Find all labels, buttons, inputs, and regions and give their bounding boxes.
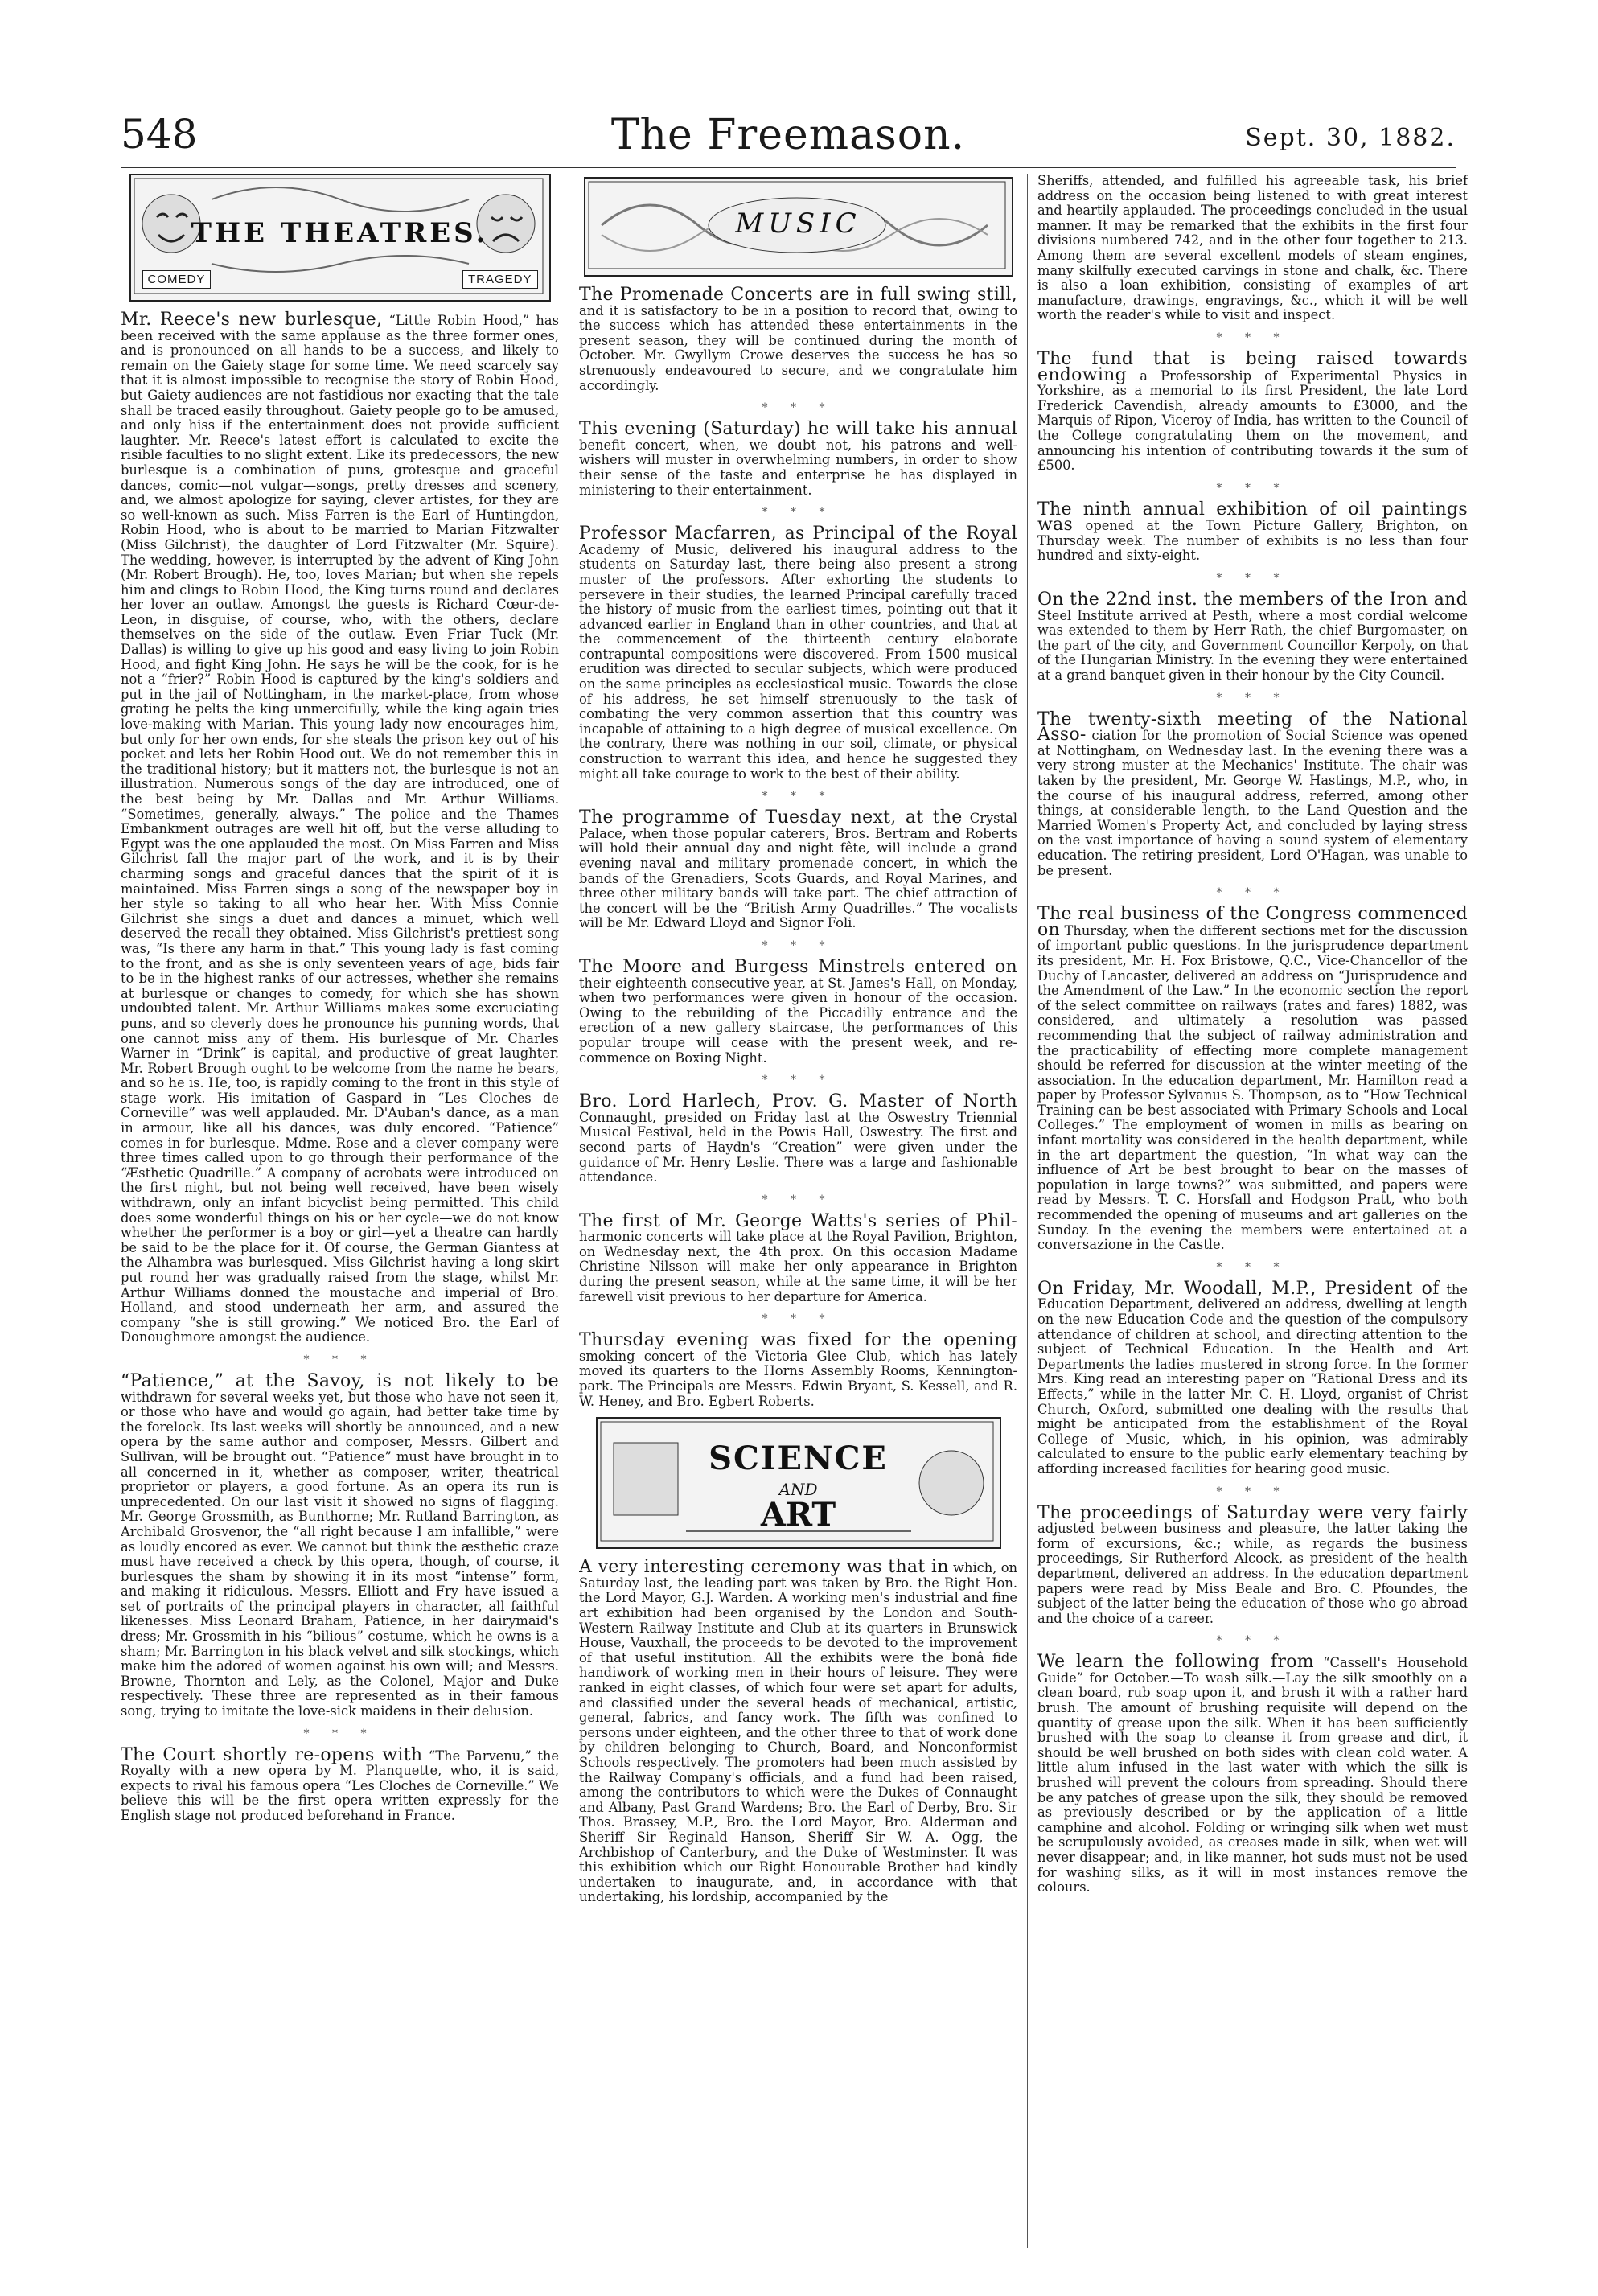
section-separator: * * * [1216, 1260, 1289, 1274]
section-separator: * * * [1216, 1634, 1289, 1648]
theatres-banner [129, 174, 551, 302]
article-paragraph: This evening (Saturday) he will take his annual benefit concert, when, we doubt not, his patrons and well-wishers will muster in overwhelming numbers, in order to show their sense of the taste and enterprise he has displayed in ministering to their entertainment. [579, 419, 1017, 498]
section-separator: * * * [762, 1193, 835, 1206]
section-separator: * * * [762, 1074, 835, 1087]
section-separator: * * * [1216, 481, 1289, 495]
comedy-label: COMEDY [142, 270, 212, 289]
article-paragraph: The Promenade Concerts are in full swing still, and it is satisfactory to be in a position to record that, owing to the success which has attended these entertainments in the present season, they will be continued during the month of October. Mr. Gwyllym Crowe deserves the success he has so strenuously endeavoured to secure, and we congratulate him accordingly. [579, 285, 1017, 393]
science-banner-title: SCIENCE [709, 1440, 888, 1478]
column-divider [1027, 174, 1028, 2248]
article-paragraph: The twenty-sixth meeting of the National Asso- ciation for the promotion of Social Science was opened at Nottingham, on Wednesday last. In the evening there was a very strong muster at the Mechanics' Institute. The chair was taken by the president, Mr. George W. Hastings, M.P., who, in the course of his inaugural address, referred, among other things, at considerable length, to the Land Question and the Married Women's Property Act, and concluded by laying stress on the vast importance of having a sound system of elementary education. The retiring president, Lord O'Hagan, was unable to be present. [1037, 709, 1468, 878]
article-paragraph: “Patience,” at the Savoy, is not likely to be withdrawn for several weeks yet, but those who have not seen it, or those who have and would go again, had better take time by the forelock. Its last weeks will shortly be announced, and a new opera by the same author and composer, Messrs. Gilbert and Sullivan, will be brought out. “Patience” must have brought in to all concerned in it, whether as composer, writer, theatrical proprietor or players, a good fortune. As an opera its run is unprecedented. On our last visit it showed no signs of flagging. Mr. George Grossmith, as Bunthorne; Mr. Rutland Barrington, as Archibald Grosvenor, the “all right because I am infallible,” were as loudly encored as ever. We cannot but think the æsthetic craze must have received a check by this opera, though, of course, it burlesques the sham by showing it in its most “intense” form, and making it ridiculous. Messrs. Elliott and Fry have issued a set of portraits of the principal players in character, all faithful likenesses. Miss Leonard Braham, Patience, in her dairymaid's dress; Mr. Grossmith in his “bilious” costume, which he owns is a sham; Mr. Barrington in his black velvet and silk stockings, which make him the adored of women against his own will; and Messrs. Browne, Thornton and Lely, as the Colonel, Major and Duke respectively. These three are represented as in their famous song, trying to imitate the love-sick maidens in their delusion. [121, 1370, 559, 1719]
article-paragraph: The programme of Tuesday next, at the Crystal Palace, when those popular caterers, Bros. Bertram and Roberts will hold their annual day and night fête, will include a grand evening naval and military promenade concert, in which the bands of the Grenadiers, Scots Guards, and Royal Marines, and three other military bands will take part. The chief attraction of the concert will be the “British Army Quadrilles.” The vocalists will be Mr. Edward Lloyd and Signor Foli. [579, 807, 1017, 931]
section-separator: * * * [303, 1353, 376, 1366]
issue-date: Sept. 30, 1882. [1245, 124, 1456, 152]
header-rule [121, 167, 1456, 168]
article-paragraph: The proceedings of Saturday were very fairly adjusted between business and pleasure, the latter taking the form of excursions, &c.; while, as regards the business proceedings, Sir Rutherford Alcock, as president of the health department, delivered an address. In the education department papers were read by Miss Beale and Bro. C. Pfoundes, the subject of the latter being the education of those who go abroad and the choice of a career. [1037, 1502, 1468, 1626]
music-column [579, 174, 1017, 2248]
article-paragraph: The first of Mr. George Watts's series of Phil- harmonic concerts will take place at the Royal Pavilion, Brighton, on Wednesday next, the 4th prox. On this occasion Madame Christine Nilsson will make her only appearance in Brighton during the present season, while at the same time, it will be her farewell visit previous to her departure for America. [579, 1210, 1017, 1304]
section-separator: * * * [1216, 572, 1289, 585]
article-paragraph: The Moore and Burgess Minstrels entered on their eighteenth consecutive year, at St. James's Hall, on Monday, when two performances were given in honour of the occasion. Owing to the rebuilding of the Piccadilly entrance and the erection of a new gallery staircase, the performances of this popular troupe will cease with the present week, and re-commence on Boxing Night. [579, 956, 1017, 1066]
article-paragraph: Mr. Reece's new burlesque, “Little Robin Hood,” has been received with the same applause as the three former ones, and is pronounced on all hands to be a success, and likely to remain on the Gaiety stage for some time. We need scarcely say that it is almost impossible to recognise the story of Robin Hood, but Gaiety audiences are not fastidious nor exacting that the tale shall be traced easily throughout. Gaiety people go to be amused, and only hiss if the entertainment does not provide sufficient laughter. Mr. Reece's latest effort is calculated to excite the risible faculties to no slight extent. Like its predecessors, the new burlesque is a combination of puns, grotesque and graceful dances, comic—not vulgar—songs, pretty dresses and scenery, and, we almost apologize for saying, clever artistes, for they are so well-known as such. Miss Farren is the Earl of Huntingdon, Robin Hood, who is about to be married to Marian Fitzwalter (Miss Gilchrist), the daughter of Lord Fitzwalter (Mr. Squire). The wedding, however, is interrupted by the advent of King John (Mr. Robert Brough). He, too, loves Marian; but when she repels him and clings to Robin Hood, the King turns round and declares her lover an outlaw. Amongst the guests is Richard Cœur-de-Leon, in disguise, of course, who, with the others, declare themselves on the side of the outlaw. Even Friar Tuck (Mr. Dallas) is willing to give up his good and easy living to join Robin Hood, and fight King John. He says he will be the cook, for is he not a “frier?” Robin Hood is captured by the king's soldiers and put in the jail of Nottingham, in the market-place, from whose grating he pelts the king unmercifully, while the king again tries love-making with Marian. This young lady now encourages him, but only for her own ends, for she steals the prison key out of his pocket and lets her Robin Hood out. We do not remember this in the traditional history; but it matters not, the burlesque is not an illustration. Numerous songs of the day are introduced, one of the best being by Mr. Dallas and Mr. Arthur Williams. “Sometimes, generally, always.” The police and the Thames Embankment outrages are well hit off, but the verse alluding to Egypt was the one applauded the most. On Miss Farren and Miss Gilchrist fall the major part of the work, and it is by their charming songs and graceful dances that the spirit of it is maintained. Miss Farren sings a song of the newspaper boy in her style so taking to all who hear her. With Miss Connie Gilchrist she sings a duet and dances a minuet, which well deserved the recall they obtained. Miss Gilchrist's prettiest song was, “Is there any harm in that.” This young lady is fast coming to the front, and as she is only seventeen years of age, bids fair to be in the highest ranks of our actresses, whether she remains at burlesque or changes to comedy, for which she has shown undoubted talent. Mr. Arthur Williams makes some excruciating puns, and so cleverly does he pronounce his punning words, that one cannot miss any of them. His burlesque of Mr. Charles Warner in “Drink” is capital, and productive of great laughter. Mr. Robert Brough ought to be welcome from the name he bears, and so he is. He, too, is rapidly coming to the front in this style of stage work. His imitation of Gaspard in “Les Cloches de Corneville” was well applauded. Mr. D'Auban's dance, as a man in armour, like all his dances, was duly encored. “Patience” comes in for burlesque. Mdme. Rose and a clever company were three times called upon to go through their performance of the “Æsthetic Quadrille.” A company of acrobats were introduced on the first night, but not being well received, have been wisely withdrawn, only an infant bicyclist being permitted. This child does some wonderful things on his or her cycle—we do not know whether the performer is a boy or girl—yet a theatre can hardly be said to be the place for it. Of course, the German Giantess at the Alhambra was burlesqued. Miss Gilchrist having a long skirt put round her was gradually raised from the stage, whilst Mr. Arthur Williams donned the moustache and imperial of Bro. Holland, and stood underneath her arm, and assured the company “she is still growing.” We noticed Bro. the Earl of Donoughmore amongst the audience. [121, 310, 559, 1345]
section-separator: * * * [762, 790, 835, 803]
section-separator: * * * [762, 1312, 835, 1326]
music-banner [584, 177, 1013, 277]
science-banner-and: AND [778, 1480, 818, 1500]
article-paragraph: Professor Macfarren, as Principal of the Royal Academy of Music, delivered his inaugural address to the students on Saturday last, there being also present a strong muster of the professors. After exhorting the students to persevere in their studies, the learned Principal carefully traced the history of music from the earliest times, pointing out that it advanced earlier in England than in other countries, and that at the commencement of the thirteenth century elaborate contrapuntal compositions were discovered. From 1500 musical erudition was directed to secular subjects, which were produced on the same principles as ecclesiastical music. Towards the close of his address, he set himself strenuously to the task of combating the very common assertion that this country was incapable of attaining to a high degree of musical excellence. On the contrary, there was nothing in our soil, climate, or physical construction to warrant this idea, and hence he suggested they might all take courage to work to the best of their ability. [579, 524, 1017, 782]
article-paragraph: The fund that is being raised towards endowing a Professorship of Experimental Physics in Yorkshire, as a memorial to its first President, the late Lord Frederick Cavendish, already amounts to £3000, and the Marquis of Ripon, Viceroy of India, has written to the Council of the College congratulating them on the movement, and announcing his intention of contributing towards it the sum of £500. [1037, 348, 1468, 474]
article-paragraph: A very interesting ceremony was that in which, on Saturday last, the leading part was taken by Bro. the Right Hon. the Lord Mayor, G.J. Warden. A working men's industrial and fine art exhibition had been organised by the London and South-Western Railway Institute and Club at its quarters in Brunswick House, Vauxhall, the proceeds to be devoted to the improvement of that useful institution. All the exhibits were the bonâ fide handiwork of working men in their hours of leisure. They were ranked in eight classes, of which four were set apart for adults, and classified under the several heads of mechanical, artistic, general, fabrics, and fancy work. The fifth was confined to persons under eighteen, and the other three to that of work done by children belonging to Church, Board, and Nonconformist Schools respectively. The promoters had been much assisted by the Railway Company's officials, and a fund had been raised, among the contributors to which were the Dukes of Connaught and Albany, Past Grand Wardens; Bro. the Earl of Derby, Bro. Sir Thos. Brassey, M.P., Bro. the Lord Mayor, Bro. Alderman and Sheriff Sir Reginald Hanson, Sheriff Sir W. A. Ogg, the Archbishop of Canterbury, and the Duke of Westminster. It was this exhibition which our Right Honourable Brother had kindly undertaken to inaugurate, and, in accordance with that undertaking, his lordship, accompanied by the [579, 1557, 1017, 1905]
art-banner-title: ART [760, 1496, 836, 1534]
section-separator: * * * [1216, 886, 1289, 900]
page-number: 548 [121, 111, 198, 158]
science-art-banner [596, 1417, 1001, 1549]
article-paragraph: The ninth annual exhibition of oil paintings was opened at the Town Picture Gallery, Brighton, on Thursday week. The number of exhibits is no less than four hundred and sixty-eight. [1037, 499, 1468, 564]
section-separator: * * * [762, 939, 835, 952]
article-paragraph: The real business of the Congress commenced on Thursday, when the different sections met for the discussion of important public questions. In the jurisprudence department its president, Mr. H. Fox Bristowe, Q.C., Vice-Chancellor of the Duchy of Lancaster, delivered an address on “Jurisprudence and the Amendment of the Law.” In the economic section the report of the select committee on railways (rates and fares) 1882, was considered, and ultimately a resolution was passed recommending that the subject of railway administration and the practicability of effecting more complete management should be referred for discussion at the winter meeting of the association. In the education department, Mr. Hamilton read a paper by Professor Sylvanus S. Thompson, as to “How Technical Training can be best associated with Primary Schools and Local Colleges.” The employment of women in mills as bearing on infant mortality was considered in the health department, while in the art department the question, “In what way can the influence of Art be best brought to bear on the masses of population in large towns?” was submitted, and papers were read by Messrs. T. C. Horsfall and Hodgson Pratt, who both recommended the opening of museums and art galleries on the Sunday. In the evening the members were entertained at a conversazione in the Castle. [1037, 904, 1468, 1253]
tragedy-label: TRAGEDY [462, 270, 538, 289]
masthead [121, 111, 1456, 167]
article-paragraph: On the 22nd inst. the members of the Iron and Steel Institute arrived at Pesth, where a most cordial welcome was extended to them by Herr Rath, the chief Burgomaster, on the part of the city, and Government Councillor Kerpoly, on that of the Hungarian Ministry. In the evening they were entertained at a grand banquet given in their honour by the City Council. [1037, 589, 1468, 684]
section-separator: * * * [1216, 331, 1289, 344]
section-separator: * * * [762, 401, 835, 415]
newspaper-title: The Freemason. [610, 111, 966, 159]
article-paragraph: Thursday evening was fixed for the opening smoking concert of the Victoria Glee Club, which has lately moved its quarters to the Horns Assembly Rooms, Kennington-park. The Principals are Messrs. Edwin Bryant, S. Kessell, and R. W. Heney, and Bro. Egbert Roberts. [579, 1330, 1017, 1409]
section-separator: * * * [1216, 691, 1289, 704]
music-banner-title: MUSIC [735, 207, 861, 240]
section-separator: * * * [1216, 1485, 1289, 1498]
article-paragraph: Bro. Lord Harlech, Prov. G. Master of North Connaught, presided on Friday last at the Oswestry Triennial Musical Festival, held in the Powis Hall, Oswestry. The first and second parts of Haydn's “Creation” were given under the guidance of Mr. Henry Leslie. There was a large and fashionable attendance. [579, 1091, 1017, 1185]
section-separator: * * * [303, 1727, 376, 1740]
article-paragraph: We learn the following from “Cassell's Household Guide” for October.—To wash silk.—Lay the silk smoothly on a clean board, rub soap upon it, and brush it with a rather hard brush. The amount of brushing requisite will depend on the quantity of grease upon the silk. When it has been sufficiently brushed with the soap to cleanse it from grease and dirt, it should be well brushed on both sides with clean cold water. A little alum infused in the last water with which the silk is brushed will prevent the colours from spreading. Should there be any patches of grease upon the silk, they should be removed as previously described or by the application of a little camphine and alcohol. Folding or wringing silk when wet must be scrupulously avoided, as creases made in silk, when wet will never disappear; and, in like manner, hot suds must not be used for washing silks, as it will in most instances remove the colours. [1037, 1652, 1468, 1896]
article-paragraph: Sheriffs, attended, and fulfilled his agreeable task, his brief address on the occasion being listened to with great interest and heartily applauded. The proceedings concluded in the usual manner. It may be remarked that the exhibits in the first four divisions numbered 742, and in the other four together to 213. Among them are several excellent models of steam engines, many skilfully executed carvings in stone and chalk, &c. There is also a loan exhibition, consisting of examples of art manufacture, drawings, engravings, &c., which it will be well worth the reader's while to visit and inspect. [1037, 174, 1468, 323]
theatres-banner-title: THE THEATRES. [191, 217, 489, 249]
theatres-column [121, 174, 559, 2248]
science-continued-column [1037, 174, 1468, 2248]
article-paragraph: The Court shortly re-opens with “The Parvenu,” the Royalty with a new opera by M. Planquette, who, it is said, expects to rival his famous opera “Les Cloches de Corneville.” We believe this will be the first opera written expressly for the English stage not produced beforehand in France. [121, 1744, 559, 1823]
section-separator: * * * [762, 506, 835, 520]
article-paragraph: On Friday, Mr. Woodall, M.P., President of the Education Department, delivered an address, dwelling at length on the new Education Code and the question of the compulsory attendance of children at school, and directing attention to the subject of Technical Education. In the Health and Art Departments the ladies mustered in strong force. In the former Mrs. King read an interesting paper on “Rational Dress and its Effects,” while in the latter Mr. C. H. Lloyd, organist of Christ Church, Oxford, submitted one dealing with the results that might be anticipated from the establishment of the Royal College of Music, which, in his opinion, was admirably calculated to ensure to the public early elementary teaching by affording increased facilities for hearing good music. [1037, 1278, 1468, 1477]
